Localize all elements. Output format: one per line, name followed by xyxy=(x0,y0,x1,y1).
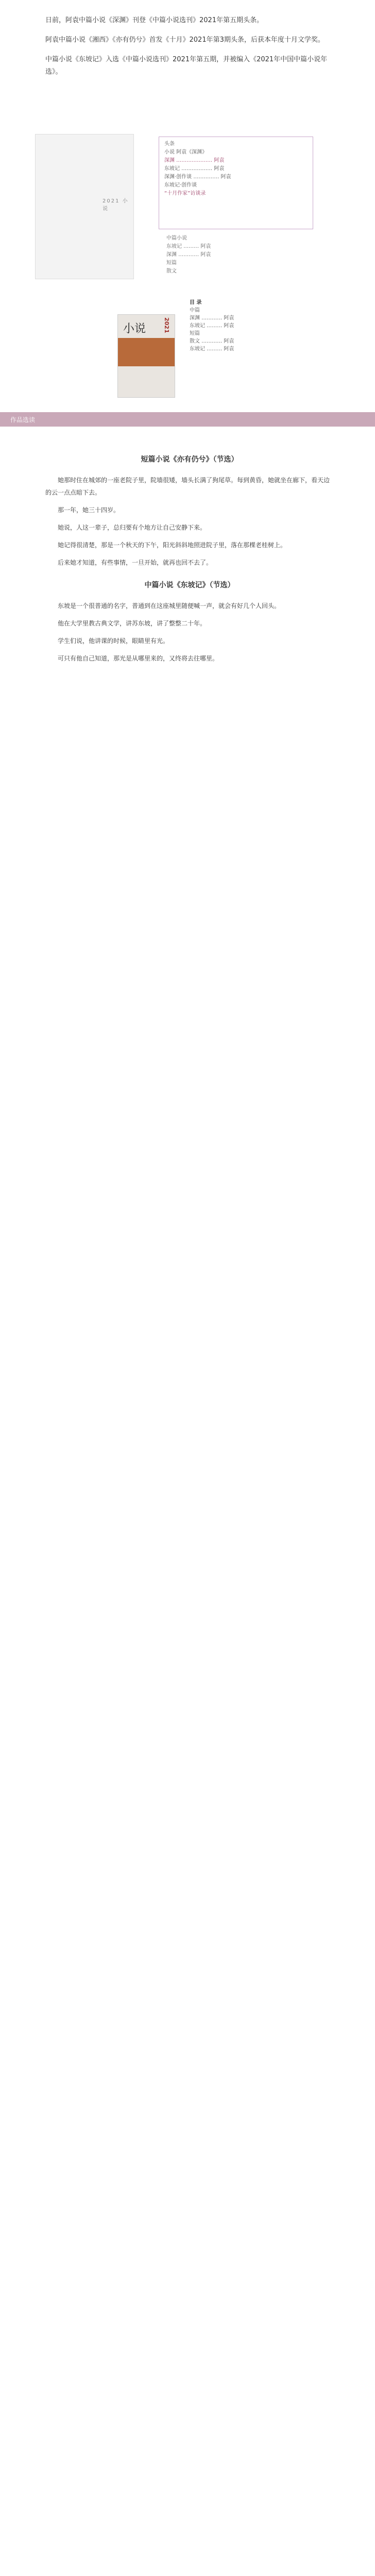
toc-line: 深渊 ………… 阿袁 xyxy=(190,315,234,321)
article-paragraph: 她那时住在城郊的一座老院子里，院墙很矮，墙头长满了狗尾草。每到黄昏，她就坐在廊下，看天边的云一点点暗下去。 xyxy=(45,477,330,496)
cover-year: 2021 xyxy=(163,317,170,333)
toc-line: 东坡记 ……… 阿袁 xyxy=(166,244,211,249)
toc-line: 东坡记 ……… 阿袁 xyxy=(190,323,234,329)
table-of-contents-a xyxy=(159,137,313,229)
toc-line: 深渊·创作谈 …………… 阿袁 xyxy=(164,174,231,180)
toc-line: 深渊 ………… 阿袁 xyxy=(166,252,211,258)
article-paragraph: 可只有他自己知道，那光是从哪里来的，又终将去往哪里。 xyxy=(58,655,219,662)
toc-line: 短篇 xyxy=(190,331,200,336)
article-title-2: 中篇小说《东坡记》（节选） xyxy=(144,581,235,589)
cover-title: 2021 小说 xyxy=(103,198,129,212)
magazine-cover-image xyxy=(35,134,134,279)
toc-line: 散文 ………… 阿袁 xyxy=(190,338,234,344)
article-title-1: 短篇小说《亦有仍兮》（节选） xyxy=(141,455,238,464)
intro-paragraph-1: 日前，阿袁中篇小说《深渊》刊登《中篇小说选刊》2021年第五期头条。 xyxy=(45,16,264,24)
section-banner-label: 作品选读 xyxy=(10,416,36,423)
toc-line: 东坡记 ……… 阿袁 xyxy=(190,346,234,352)
toc-line: 头条 xyxy=(164,141,175,147)
article-paragraph: 后来她才知道，有些事情，一旦开始，就再也回不去了。 xyxy=(58,559,213,566)
toc-line: 小说 阿袁《深渊》 xyxy=(164,149,208,155)
table-of-contents-b xyxy=(166,234,300,276)
cover-title: 小说 xyxy=(123,323,146,335)
article-body xyxy=(45,443,334,670)
toc-line: 中篇小说 xyxy=(166,235,187,241)
intro-paragraph-3: 中篇小说《东坡记》入选《中篇小说选刊》2021年第五期，并被编入《2021年中国中篇小说年选》。 xyxy=(45,56,328,76)
toc-line: 深渊 ………………… 阿袁 xyxy=(164,158,225,163)
intro-paragraph-2: 阿袁中篇小说《湘西》《亦有仍兮》首发《十月》2021年第3期头条，后获本年度十月文学奖。 xyxy=(45,36,325,44)
article-paragraph: 那一年，她三十四岁。 xyxy=(58,506,120,514)
toc-line: 中篇 xyxy=(190,308,200,313)
toc-line: 短篇 xyxy=(166,260,177,266)
table-of-contents-c xyxy=(190,299,318,353)
toc-line: 散文 xyxy=(166,268,177,274)
toc-line: 东坡记·创作谈 xyxy=(164,182,197,188)
section-banner xyxy=(0,412,375,427)
magazine-cover-image-2 xyxy=(117,314,175,398)
article-paragraph: 学生们说，他讲课的时候，眼睛里有光。 xyxy=(58,637,169,645)
toc-heading: 目 录 xyxy=(190,300,202,306)
article-paragraph: 她说，人这一辈子，总归要有个地方让自己安静下来。 xyxy=(58,524,207,531)
article-paragraph: 东坡是一个很普通的名字，普通到在这座城里随便喊一声，就会有好几个人回头。 xyxy=(58,602,281,609)
intro-text xyxy=(45,14,334,86)
toc-line: “十月作家”访谈录 xyxy=(164,191,206,196)
magazine-covers xyxy=(35,134,344,376)
article-paragraph: 他在大学里教古典文学，讲苏东坡，讲了整整二十年。 xyxy=(58,620,207,627)
toc-line: 东坡记 ……………… 阿袁 xyxy=(164,166,225,172)
cover-illustration xyxy=(118,338,175,366)
article-paragraph: 她记得很清楚，那是一个秋天的下午，阳光斜斜地照进院子里，落在那棵老桂树上。 xyxy=(58,541,287,549)
